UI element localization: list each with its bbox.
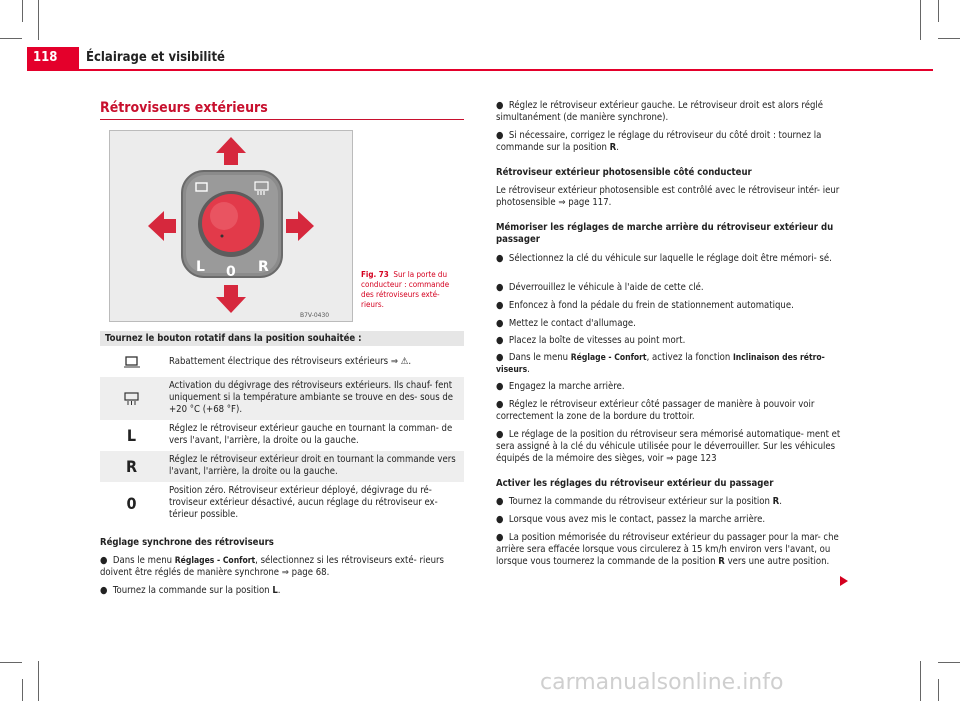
sync-heading: Réglage synchrone des rétroviseurs — [100, 537, 274, 548]
table-row — [100, 346, 464, 377]
memorize-step-2: ● Déverrouillez le véhicule à l'aide de cette clé. — [496, 282, 704, 293]
activate-step-3: ● La position mémorisée du rétroviseur extérieur du passager pour la mar- che arrière sera effacée lorsque vous circulerez à 15 km/h environ vers l'avant, ou lorsque vous tournerez la commande de la position R vers une autre position. — [496, 532, 839, 567]
figure-code: B7V-0430 — [300, 312, 330, 319]
memorize-step-4: ● Mettez le contact d'allumage. — [496, 318, 636, 329]
mirror-control-figure — [109, 130, 353, 322]
section-rule — [100, 119, 464, 120]
defrost-icon — [100, 377, 163, 420]
crop-mark — [920, 0, 921, 40]
section-title: Rétroviseurs extérieurs — [100, 100, 268, 116]
activate-heading: Activer les réglages du rétroviseur extérieur du passager — [496, 478, 774, 489]
memorize-step-8: ● Réglez le rétroviseur extérieur côté passager de manière à pouvoir voir correctement la zone de la bordure du trottoir. — [496, 399, 815, 422]
position-r-symbol: R — [125, 456, 138, 476]
arrow-left-icon — [148, 211, 176, 241]
position-l-symbol: L — [126, 425, 137, 445]
arrow-up-icon — [216, 137, 246, 165]
header-rule — [27, 69, 933, 71]
sync-bullet-1: ● Dans le menu Réglages - Confort, sélectionnez si les rétroviseurs exté- rieurs doivent être réglés de manière synchrone ⇒ page 68. — [100, 555, 444, 578]
fold-icon — [100, 346, 163, 377]
crop-mark — [938, 679, 939, 701]
table-cell: Activation du dégivrage des rétroviseurs extérieurs. Ils chauf- fent uniquement si la température ambiante se trouve en des- sous de +20 °C (+68 °F). — [169, 380, 454, 415]
figure-caption — [361, 270, 461, 310]
activate-step-2: ● Lorsque vous avez mis le contact, passez la marche arrière. — [496, 514, 766, 525]
figure-number: Fig. 73 — [361, 270, 389, 279]
table-row — [100, 377, 464, 420]
photosensitive-heading: Rétroviseur extérieur photosensible côté conducteur — [496, 167, 752, 178]
photosensitive-text: Le rétroviseur extérieur photosensible est contrôlé avec le rétroviseur intér- ieur photosensible ⇒ page 117. — [496, 185, 840, 208]
position-0-symbol: 0 — [126, 493, 137, 513]
crop-mark — [0, 662, 22, 663]
activate-step-1: ● Tournez la commande du rétroviseur extérieur sur la position R. — [496, 496, 782, 507]
crop-mark — [938, 662, 960, 663]
table-header: Tournez le bouton rotatif dans la position souhaitée : — [100, 331, 464, 346]
table-cell: Réglez le rétroviseur extérieur droit en tournant la commande vers l'avant, l'arrière, la droite ou la gauche. — [169, 454, 456, 477]
position-table — [100, 331, 464, 525]
crop-mark — [0, 38, 22, 39]
right-bullet-1: ● Réglez le rétroviseur extérieur gauche. Le rétroviseur droit est alors réglé simultanément (de manière synchrone). — [496, 100, 824, 123]
crop-mark — [938, 38, 960, 39]
mirror-control-illustration — [110, 131, 352, 321]
continue-arrow-icon — [840, 576, 848, 586]
knob-letter-r: R — [258, 259, 269, 275]
memorize-step-9: ● Le réglage de la position du rétroviseur sera mémorisé automatique- ment et sera assigné à la clé du véhicule utilisée pour le déverrouiller. Sur les véhicules équipés de la mémoire des sièges, voir ⇒ page 123 — [496, 429, 841, 464]
chapter-title: Éclairage et visibilité — [86, 50, 225, 65]
crop-mark — [938, 0, 939, 22]
memorize-step-6: ● Dans le menu Réglage - Confort, activez la fonction Inclinaison des rétro- viseurs. — [496, 352, 825, 375]
knob-letter-0: 0 — [226, 264, 236, 280]
table-row — [100, 451, 464, 482]
table-cell: Position zéro. Rétroviseur extérieur déployé, dégivrage du ré- troviseur extérieur désactivé, aucun réglage du rétroviseur ex- térieur possible. — [169, 485, 438, 520]
table-row — [100, 420, 464, 451]
table-cell: Réglez le rétroviseur extérieur gauche en tournant la comman- de vers l'avant, l'arrière, la droite ou la gauche. — [169, 423, 453, 446]
table-row — [100, 482, 464, 525]
memorize-step-7: ● Engagez la marche arrière. — [496, 381, 625, 392]
watermark: carmanualsonline.info — [540, 670, 784, 695]
memorize-step-5: ● Placez la boîte de vitesses au point mort. — [496, 335, 686, 346]
crop-mark — [920, 661, 921, 701]
crop-mark — [38, 661, 39, 701]
crop-mark — [38, 0, 39, 40]
memorize-step-3: ● Enfoncez à fond la pédale du frein de stationnement automatique. — [496, 300, 794, 311]
right-bullet-2: ● Si nécessaire, corrigez le réglage du rétroviseur du côté droit : tournez la commande sur la position R. — [496, 130, 822, 153]
crop-mark — [22, 0, 23, 22]
page-number: 118 — [27, 47, 79, 69]
crop-mark — [22, 679, 23, 701]
memorize-heading: Mémoriser les réglages de marche arrière du rétroviseur extérieur du passager — [496, 222, 834, 245]
memorize-step-1: ● Sélectionnez la clé du véhicule sur laquelle le réglage doit être mémori- sé. — [496, 253, 832, 264]
knob-letter-l: L — [196, 259, 205, 275]
sync-bullet-2: ● Tournez la commande sur la position L. — [100, 585, 281, 596]
arrow-down-icon — [216, 285, 246, 313]
table-cell: Rabattement électrique des rétroviseurs extérieurs ⇒ ⚠. — [169, 356, 412, 367]
figure-caption-text: Sur la porte du conducteur : commande des rétroviseurs exté- rieurs. — [361, 270, 450, 309]
arrow-right-icon — [286, 211, 314, 241]
